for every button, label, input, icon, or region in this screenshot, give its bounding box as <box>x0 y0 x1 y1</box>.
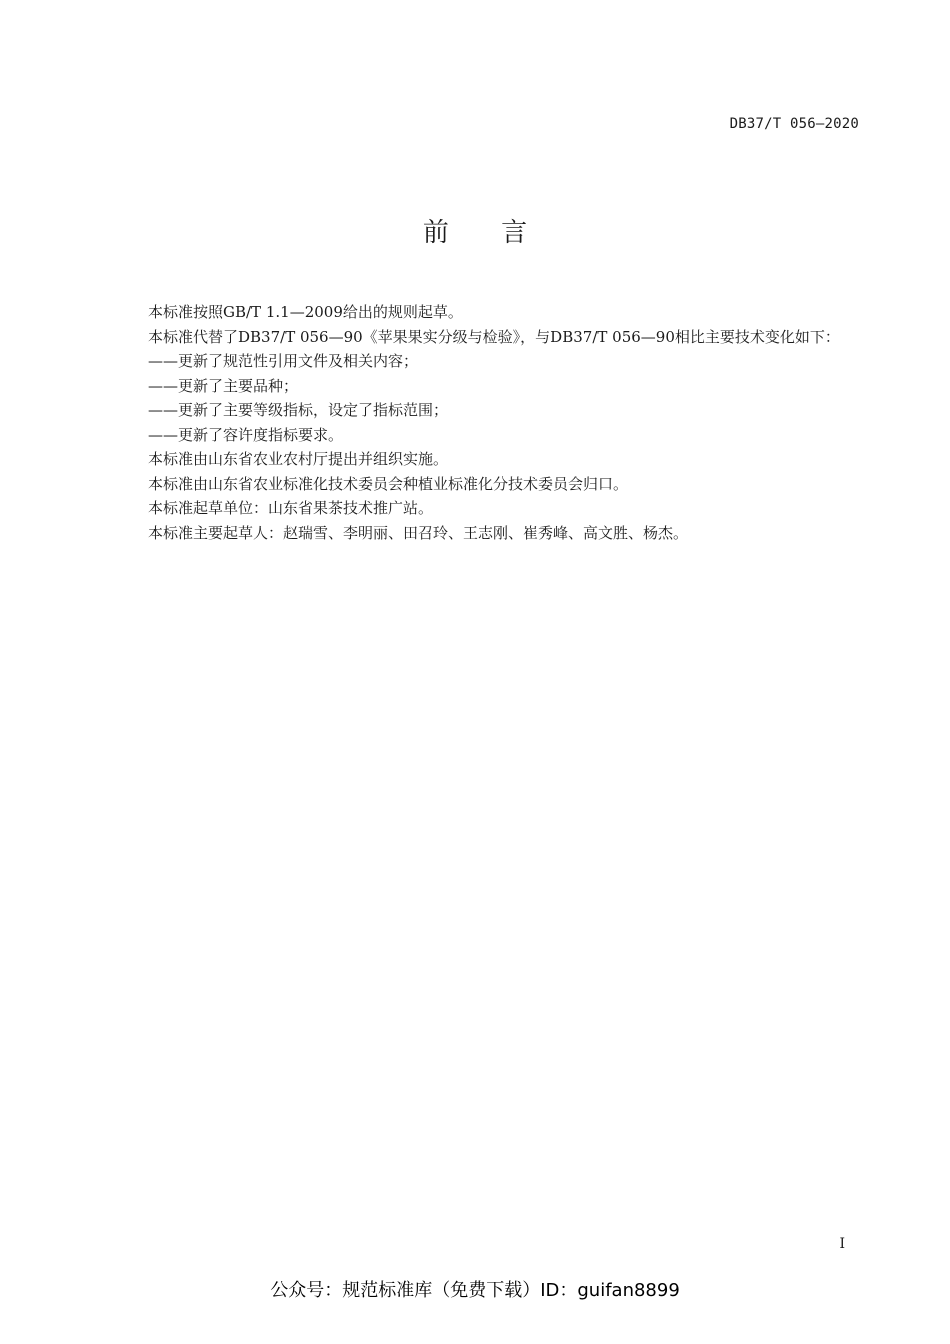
paragraph-drafting-unit: 本标准起草单位：山东省果茶技术推广站。 <box>148 499 434 517</box>
list-item-grade-indicators: ——更新了主要等级指标，设定了指标范围； <box>148 401 449 419</box>
paragraph-proposer: 本标准由山东省农业农村厅提出并组织实施。 <box>148 450 449 468</box>
list-item-normative-references: ——更新了规范性引用文件及相关内容； <box>148 352 419 370</box>
paragraph-drafters: 本标准主要起草人：赵瑞雪、李明丽、田召玲、王志刚、崔秀峰、高文胜、杨杰。 <box>148 523 689 542</box>
standard-code: DB37/T 056—2020 <box>729 116 859 132</box>
foreword-body <box>148 300 868 545</box>
page-number: I <box>839 1236 845 1252</box>
paragraph-replacement: 本标准代替了DB37/T 056—90《苹果果实分级与检验》，与DB37/T 056—90相比主要技术变化如下： <box>148 327 840 346</box>
page-title: 前 言 <box>422 218 550 248</box>
footer-watermark-note: 公众号：规范标准库（免费下载）ID：guifan8899 <box>270 1280 680 1301</box>
paragraph-drafting-rules: 本标准按照GB/T 1.1—2009给出的规则起草。 <box>148 303 463 321</box>
list-item-main-varieties: ——更新了主要品种； <box>148 376 299 395</box>
paragraph-committee: 本标准由山东省农业标准化技术委员会种植业标准化分技术委员会归口。 <box>148 474 629 493</box>
list-item-tolerance: ——更新了容许度指标要求。 <box>148 425 344 444</box>
